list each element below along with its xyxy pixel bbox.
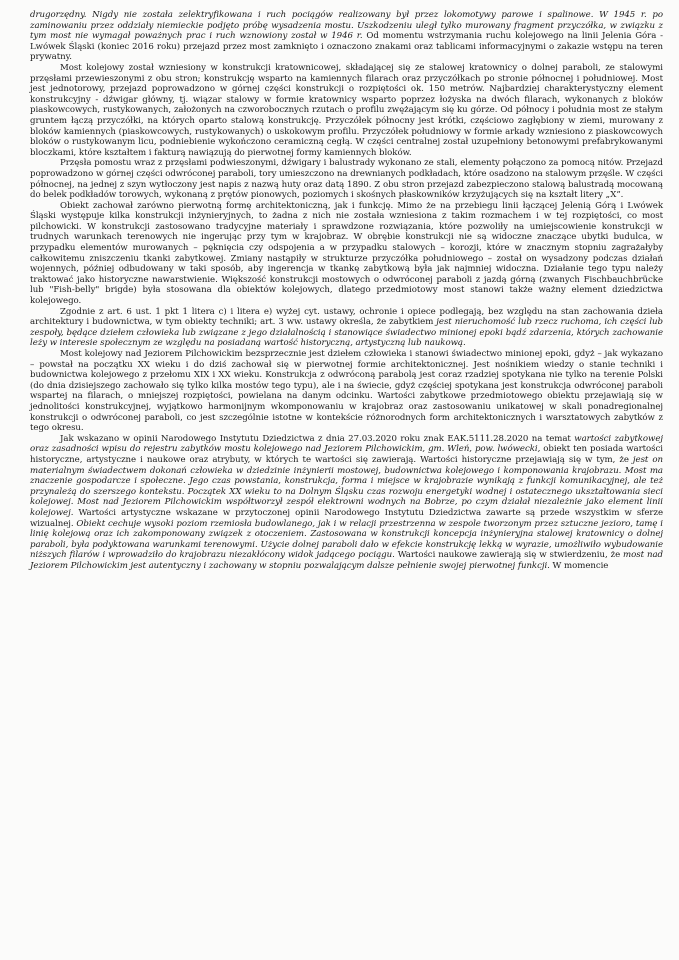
paragraph-text: Jak wskazano w opinii Narodowego Instytutu Dziedzictwa z dnia 27.03.2020 roku znak EAK.5111.28.2020 na temat	[60, 433, 575, 444]
paragraph-text: Przęsła pomostu wraz z przęsłami podwieszonymi, dźwigary i balustrady wykonano ze stali, elementy połączono za pomocą nitów. Przejazd poprowadzono w górnej części odwróconej paraboli, tory umieszczono na drewnianych podkładach, które osadzono na stalowym przęśle. W części północnej, na jednej z szyn wytłoczony jest napis z nazwą huty oraz datą 1890. Z obu stron przejazd zabezpieczono stalową balustradą mocowaną do belek podkładów torowych, wykonaną z prętów pionowych, poziomych i skośnych płaskowników krzyżujących się na kształt litery „X”.	[30, 158, 663, 201]
italic-quote-text: wartości zabytkowej oraz zasadności wpisu do rejestru zabytków mostu kolejowego nad Jeziorem Pilchowickim, gm. Wleń, pow. lwówecki,	[30, 433, 663, 455]
paragraph-text: Wartości artystyczne wskazane w przytoczonej opinii Narodowego Instytutu Dziedzictwa zawarte są przede wszystkim w sferze wizualnej.	[30, 507, 663, 529]
paragraph-text: Od momentu wstrzymania ruchu kolejowego na linii Jelenia Góra - Lwówek Śląski (koniec 2016 roku) przejazd przez most zamknięto i oznaczono znakami oraz tablicami informacyjnymi o zakazie wstępu na teren prywatny.	[30, 31, 663, 63]
paragraph	[30, 10, 663, 63]
paragraph-text: Zgodnie z art. 6 ust. 1 pkt 1 litera c) i litera e) wyżej cyt. ustawy, ochronie i opiece podlegają, bez względu na stan zachowania dzieła architektury i budownictwa, w tym obiekty techniki; art. 3 ww. ustawy określa, że zabytkiem	[30, 306, 663, 328]
document-body	[30, 10, 663, 571]
paragraph-text: Obiekt zachował zarówno pierwotną formę architektoniczną, jak i funkcję. Mimo że na przebiegu linii łączącej Jelenią Górą i Lwówek Śląski występuje kilka konstrukcji inżynieryjnych, to żadna z nich nie została wzniesiona z takim rozmachem i w tej rozpiętości, co most pilchowicki. W konstrukcji zastosowano tradycyjne materiały i sprawdzone rozwiązania, które pozwoliły na umiejscowienie konstrukcji w trudnych warunkach terenowych nie ingerując przy tym w krajobraz. W obrębie konstrukcji nie są widoczne znaczące ubytki budulca, w przypadku elementów murowanych – pęknięcia czy odspojenia a w przypadku stalowych – korozji, które w znacznym stopniu zagrażałyby całkowitemu zniszczeniu tkanki zabytkowej. Zmiany nastąpiły w strukturze przyczółka południowego – został on wysadzony podczas działań wojennych, później odbudowany w taki sposób, aby ingerencja w tkankę zabytkową była jak najmniej widoczna. Działanie tego typu należy traktować jako historyczne nawarstwienie. Większość konstrukcji mostowych o odwróconej paraboli z jazdą górną (zwanych Fischbauchbrücke lub "Fish-belly" brigde) była stosowana dla obiektów kolejowych, dlatego przedmiotowy most stanowi także ważny element dziedzictwa kolejowego.	[30, 200, 663, 307]
paragraph	[30, 307, 663, 349]
paragraph	[30, 349, 663, 434]
paragraph	[30, 63, 663, 158]
paragraph	[30, 158, 663, 200]
italic-quote-text: most nad Jeziorem Pilchowickim jest autentyczny i zachowany w stopniu pozwalającym dalsze pełnienie swojej pierwotnej funkcji.	[30, 550, 663, 571]
paragraph	[30, 434, 663, 572]
paragraph-text: Most kolejowy został wzniesiony w konstrukcji kratownicowej, składającej się ze stalowej kratownicy o dolnej paraboli, ze stalowymi przęsłami przewieszonymi z obu stron; konstrukcję wsparto na kamiennych filarach oraz przyczółkach po stronie północnej i południowej. Most jest jednotorowy, przejazd poprowadzono w górnej części konstrukcji o rozpiętości ok. 150 metrów. Najbardziej charakterystyczny element konstrukcyjny - dźwigar główny, tj. wiązar stalowy w formie kratownicy wsparto poprzez łożyska na dwóch filarach, wykonanych z bloków piaskowcowych, rustykowanych, założonych na czworobocznych rzutach o profilu zwężającym się ku górze. Od północy i południa most ze stałym gruntem łączą przyczółki, na których oparto stalową konstrukcję. Przyczółek północny jest krótki, częściowo zagłębiony w ziemi, murowany z bloków kamiennych (piaskowcowych, rustykowanych) o uskokowym profilu. Przyczółek południowy w formie arkady wzniesiono z piaskowcowych bloków o rustykowanym licu, podniebienie wykończono ceramiczną cegłą. W części centralnej został uzupełniony betonowymi prefabrykowanymi bloczkami, które kształtem i fakturą nawiązują do pierwotnej formy kamiennych bloków.	[30, 62, 663, 158]
italic-quote-text: Obiekt cechuje wysoki poziom rzemiosła budowlanego, jak i w relacji przestrzenna w zespole tworzonym przez sztuczne jezioro, tamę i linię kolejową oraz ich zakomponowany związek z otoczeniem. Zastosowana w konstrukcji koncepcja inżynieryjna stalowej kratownicy o dolnej paraboli, była podyktowana warunkami terenowymi. Użycie dolnej paraboli dało w efekcie konstrukcję lekką w wyrazie, umożliwiło wybudowanie niższych filarów i wprowadziło do krajobrazu niezakłócony widok jadącego pociągu.	[30, 518, 663, 561]
paragraph	[30, 201, 663, 307]
paragraph-text: Wartości naukowe zawierają się w stwierdzeniu, że	[394, 550, 624, 561]
paragraph-text: Most kolejowy nad Jeziorem Pilchowickim bezsprzecznie jest dziełem człowieka i stanowi świadectwo minionej epoki, gdyż – jak wykazano – powstał na początku XX wieku i do dziś zachował się w pierwotnej formie architektonicznej. Jest nośnikiem wiedzy o stanie techniki i budownictwa kolejowego z przełomu XIX i XX wieku. Konstrukcja z odwróconą parabolą jest coraz rzadziej spotykana nie tylko na terenie Polski (do dnia dzisiejszego zachowało się tylko kilka mostów tego typu), ale i na świecie, gdyż częściej spotykana jest konstrukcja odwróconej paraboli wspartej na filarach, o mniejszej rozpiętości, powielana na danym odcinku. Wartości zabytkowe przedmiotowego obiektu przejawiają się w jednolitości konstrukcyjnej, wyjątkowo harmonijnym wkomponowaniu w krajobraz oraz zastosowaniu unikatowej w skali ponadregionalnej konstrukcji o odwróconej paraboli, co jest szczególnie istotne w kontekście różnorodnych form architektonicznych i warsztatowych zabytków z tego okresu.	[30, 349, 663, 434]
paragraph-text: W momencie	[549, 560, 609, 571]
italic-quote-text: jest nieruchomość lub rzecz ruchoma, ich części lub zespoły, będące dziełem człowieka lub związane z jego działalnością i stanowiące świadectwo minionej epoki bądź zdarzenia, których zachowanie leży w interesie społecznym ze względu na posiadaną wartość historyczną, artystyczną lub naukową.	[30, 317, 663, 349]
italic-quote-text: jest on materialnym świadectwem dokonań człowieka w dziedzinie inżynierii mostowej, budownictwa kolejowego i komponowania krajobrazu. Most ma znaczenie gospodarcze i społeczne. Jego czas powstania, konstrukcja, forma i miejsce w krajobrazie wynikają z funkcji komunikacyjnej, ale też przynależą do szerszego kontekstu. Początek XX wieku to na Dolnym Śląsku czas rozwoju energetyki wodnej i ostatecznego ukształtowania sieci kolejowej. Most nad Jeziorem Pilchowickim współtworzył zespół elektrowni wodnych na Bobrze, po czym działał niezależnie jako element linii kolejowej.	[30, 454, 663, 518]
paragraph-text: obiekt ten posiada wartości historyczne, artystyczne i naukowe oraz atrybuty, w których te wartości się zawierają. Wartości historyczne przejawiają się w tym, że	[30, 444, 663, 465]
italic-quote-text: drugorzędny. Nigdy nie została zelektryfikowana i ruch pociągów realizowany był przez lokomotywy parowe i spalinowe. W 1945 r. po zaminowaniu przez oddziały niemieckie podjęto próbę wysadzenia mostu. Uszkodzeniu uległ tylko murowany fragment przyczółka, w związku z tym most nie wymagał poważnych prac i ruch wznowiony został w 1946 r.	[30, 10, 663, 42]
